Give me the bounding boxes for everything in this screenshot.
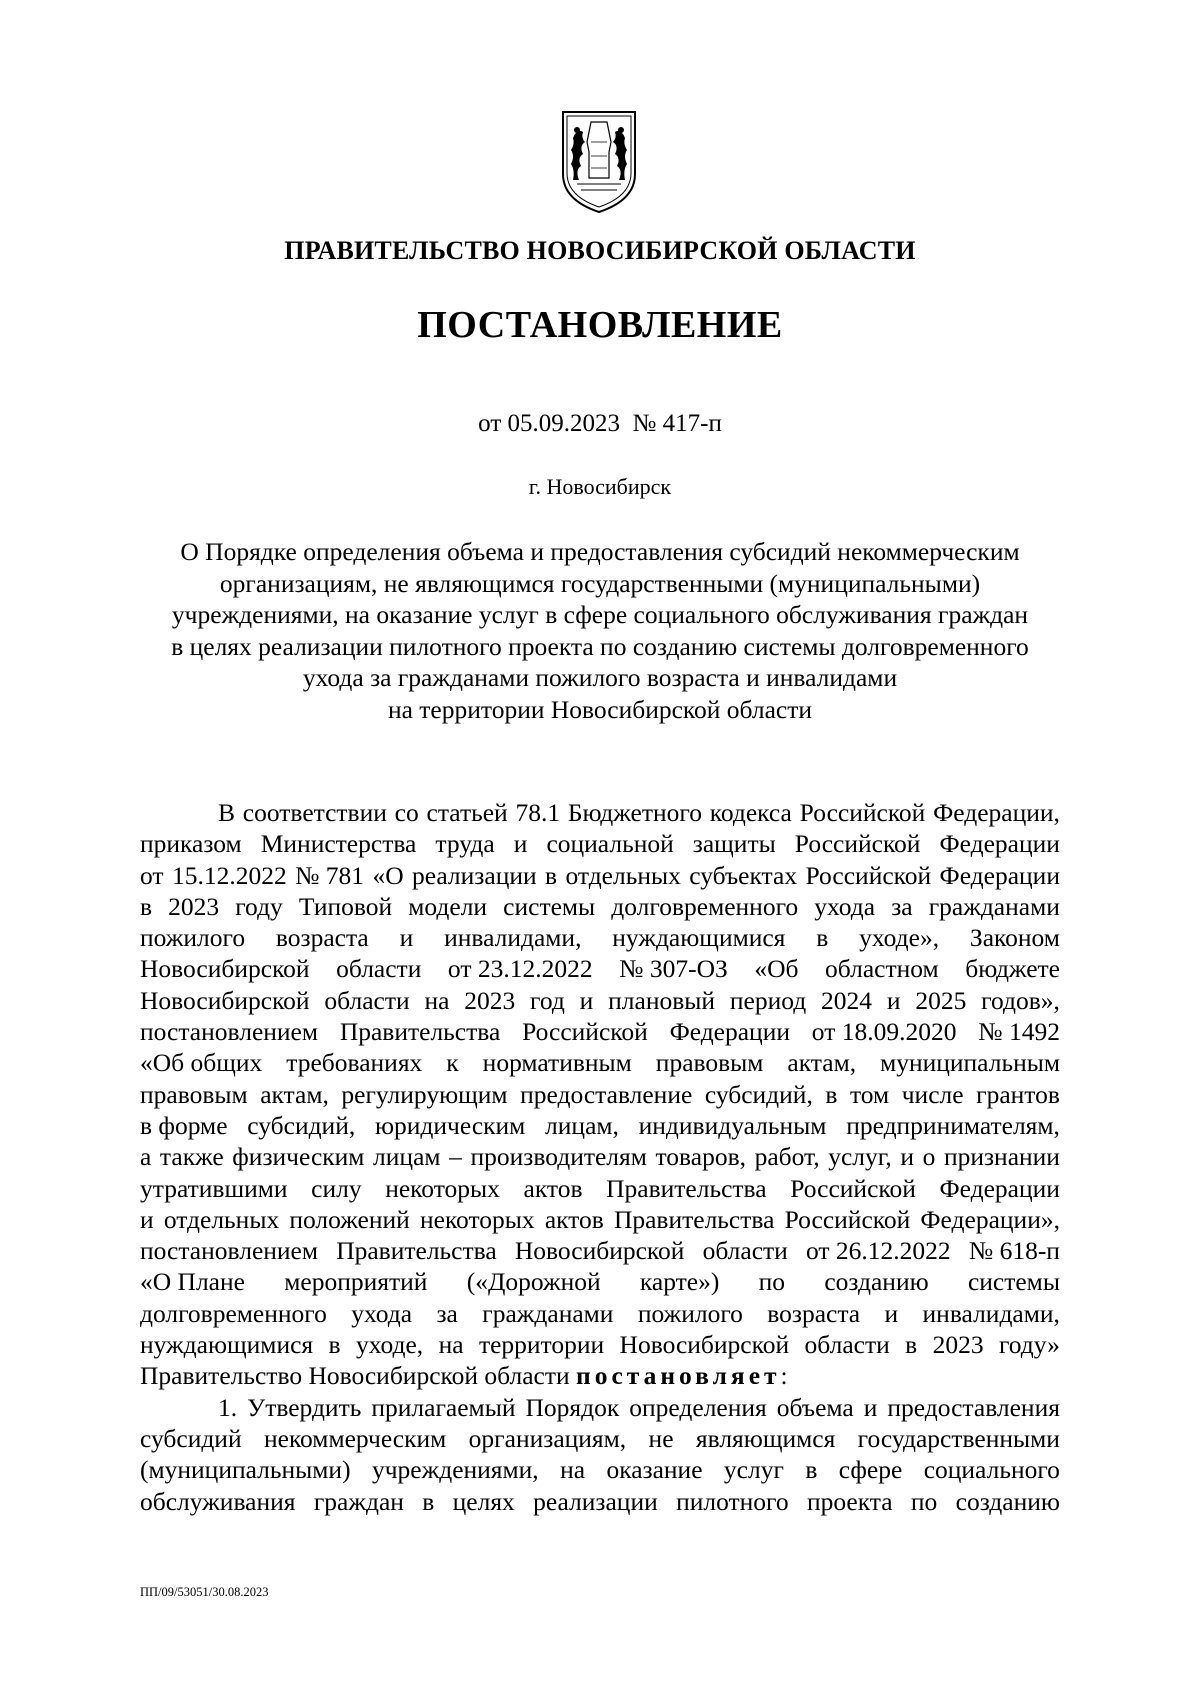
word: 15.12.2022 xyxy=(171,860,287,890)
word: лицам, xyxy=(545,1110,619,1140)
enact-line xyxy=(140,1360,1060,1391)
word: актам, xyxy=(260,1079,329,1109)
title-line: организациям, не являющимся государственными (муниципальными) xyxy=(219,568,981,598)
word: № 307-ОЗ xyxy=(619,954,728,984)
word: долговременного xyxy=(140,1298,327,1328)
text-line xyxy=(140,1454,1060,1485)
word: ухода xyxy=(351,1298,413,1328)
word: 2023 xyxy=(932,1330,984,1360)
word: инвалидами, xyxy=(444,923,582,953)
word: силу xyxy=(311,1173,362,1203)
word: утратившими xyxy=(140,1173,288,1203)
word: уходе, xyxy=(355,1330,424,1360)
word: приказом xyxy=(140,829,242,859)
enact-word: постановляет xyxy=(576,1361,781,1391)
word: субъектах xyxy=(689,860,798,890)
word: Российской xyxy=(799,798,926,827)
text-line xyxy=(140,1016,1060,1047)
word: субсидий, xyxy=(704,1079,813,1109)
word: Новосибирской xyxy=(514,1236,685,1266)
word: Новосибирской xyxy=(619,1330,790,1360)
word: годов», xyxy=(981,985,1060,1015)
word: на xyxy=(424,985,450,1015)
word: в xyxy=(328,1330,341,1360)
text-line xyxy=(140,1079,1060,1110)
word: определения xyxy=(629,1392,767,1422)
word: отдельных xyxy=(163,1204,280,1234)
text-line xyxy=(140,1047,1060,1078)
enact-prefix: Правительство Новосибирской области xyxy=(140,1361,576,1391)
word: муниципальным xyxy=(880,1048,1060,1078)
word: и xyxy=(863,1392,878,1422)
word: товаров, xyxy=(655,1142,746,1172)
word: Новосибирской xyxy=(140,954,310,984)
word: на xyxy=(438,1330,464,1360)
word: государственными xyxy=(857,1423,1060,1453)
word: 1. xyxy=(218,1392,238,1422)
text-line xyxy=(140,828,1060,859)
word: возраста xyxy=(275,923,369,953)
word: 2023 xyxy=(464,985,516,1015)
word: территории xyxy=(478,1330,605,1360)
word: уходе», xyxy=(859,923,940,953)
word: 2025 xyxy=(915,985,967,1015)
word: Российской xyxy=(784,1204,911,1234)
word: от 18.09.2020 xyxy=(811,1017,957,1047)
word: инвалидами, xyxy=(922,1298,1060,1328)
text-line xyxy=(140,1266,1060,1297)
word: правовым xyxy=(655,1048,764,1078)
preamble-paragraph xyxy=(140,797,1060,1360)
document-number: № 417-п xyxy=(632,410,722,437)
word: субсидий xyxy=(140,1423,242,1453)
word: и xyxy=(900,1142,914,1172)
word: (муниципальными) xyxy=(140,1455,351,1485)
word: социального xyxy=(923,1455,1060,1485)
word: Законом xyxy=(969,923,1060,953)
word: Министерства xyxy=(260,829,417,859)
word: Правительства xyxy=(606,1173,767,1203)
word: грантов xyxy=(976,1079,1060,1109)
word: Утвердить xyxy=(247,1392,362,1422)
word: «О Плане xyxy=(140,1267,245,1297)
text-line xyxy=(140,1173,1060,1204)
word: и xyxy=(513,829,528,859)
text-line xyxy=(140,891,1060,922)
word: «Об общих xyxy=(140,1048,263,1078)
word: отдельных xyxy=(565,860,681,890)
word: мероприятий xyxy=(284,1267,428,1297)
word: прилагаемый xyxy=(371,1392,516,1422)
word: Российской xyxy=(805,860,932,890)
word: регулирующим xyxy=(341,1079,508,1109)
word: Федерации, xyxy=(933,798,1060,827)
word: в xyxy=(545,860,558,890)
document-date: 05.09.2023 xyxy=(507,410,621,437)
word: от xyxy=(140,860,164,890)
text-line xyxy=(140,1423,1060,1454)
word: постановлением xyxy=(140,1017,319,1047)
word: услуг xyxy=(723,1455,784,1485)
coat-of-arms-emblem xyxy=(557,108,641,214)
word: проекта xyxy=(806,1486,893,1516)
word: по xyxy=(910,1486,938,1516)
word: Российской xyxy=(794,829,921,859)
word: юридическим xyxy=(374,1110,526,1140)
word: № 781 xyxy=(295,860,365,890)
word: некоторых xyxy=(419,1204,535,1234)
word: в форме xyxy=(140,1110,228,1140)
word: области xyxy=(804,1330,890,1360)
item-1-paragraph xyxy=(140,1392,1060,1517)
word: нуждающимися xyxy=(140,1330,314,1360)
word: субсидий, xyxy=(247,1110,356,1140)
word: «Об xyxy=(754,954,799,984)
word: – xyxy=(449,1142,462,1172)
word: в xyxy=(816,923,829,953)
text-line xyxy=(140,1235,1060,1266)
word: Федерации», xyxy=(920,1204,1060,1234)
word: от 26.12.2022 xyxy=(806,1236,951,1266)
word: в xyxy=(140,891,153,921)
word: области xyxy=(702,1236,788,1266)
word: системы xyxy=(967,1267,1060,1297)
word: защиты xyxy=(692,829,776,859)
footer-code: ПП/09/53051/30.08.2023 xyxy=(140,1585,269,1599)
word: кодекса xyxy=(709,798,792,827)
word: период xyxy=(729,985,807,1015)
word: и xyxy=(579,985,594,1015)
word: созданию xyxy=(955,1486,1060,1516)
word: Федерации xyxy=(669,1017,790,1047)
word: актам, xyxy=(787,1048,857,1078)
title-line: О Порядке определения объема и предоставления субсидий некоммерческим xyxy=(180,537,1020,566)
word: а xyxy=(140,1142,152,1172)
word: плановый xyxy=(608,985,716,1015)
word: сфере xyxy=(838,1455,903,1485)
word: пожилого xyxy=(140,923,246,953)
word: ухода xyxy=(814,891,876,921)
word: за xyxy=(891,891,913,921)
word: Порядок xyxy=(525,1392,620,1422)
word: № 618-п xyxy=(968,1236,1060,1266)
text-line xyxy=(140,953,1060,984)
word: В xyxy=(218,798,236,827)
word: долговременного xyxy=(611,891,799,921)
word: и xyxy=(886,985,901,1015)
word: индивидуальным xyxy=(638,1110,827,1140)
word: № 1492 xyxy=(978,1017,1060,1047)
text-line xyxy=(140,1486,1060,1517)
title-line: ухода за гражданами пожилого возраста и инвалидами xyxy=(302,663,898,692)
word: положений xyxy=(289,1204,410,1234)
word: и xyxy=(884,1298,899,1328)
word: требованиях xyxy=(286,1048,423,1078)
word: Правительства xyxy=(339,1017,501,1047)
word: числе xyxy=(901,1079,964,1109)
text-line xyxy=(140,922,1060,953)
word: со xyxy=(394,798,419,827)
word: также xyxy=(159,1142,224,1172)
text-line xyxy=(140,1204,1060,1235)
word: в xyxy=(422,1486,435,1516)
word: 2023 xyxy=(168,891,220,921)
word: по xyxy=(758,1267,786,1297)
word: соответствии xyxy=(242,798,387,827)
word: некоммерческим xyxy=(263,1423,447,1453)
word: предоставление xyxy=(520,1079,693,1109)
word: в xyxy=(905,1330,918,1360)
word: Российской xyxy=(790,1173,916,1203)
word: предоставления xyxy=(887,1392,1060,1422)
word: реализации xyxy=(533,1486,658,1516)
text-line xyxy=(140,1329,1060,1360)
word: системы xyxy=(503,891,596,921)
document-body xyxy=(140,797,1060,1517)
word: социальной xyxy=(546,829,674,859)
document-title xyxy=(150,536,1050,725)
word: и xyxy=(399,923,414,953)
word: карте») xyxy=(639,1267,720,1297)
text-line xyxy=(140,1110,1060,1141)
word: нормативным xyxy=(482,1048,632,1078)
word: в xyxy=(805,1455,818,1485)
word: в xyxy=(825,1079,838,1109)
word: производителям xyxy=(470,1142,647,1172)
word: не xyxy=(648,1423,674,1453)
word: актов xyxy=(523,1173,583,1203)
word: Правительства xyxy=(613,1204,775,1234)
text-line xyxy=(140,985,1060,1016)
word: целях xyxy=(452,1486,515,1516)
word: созданию xyxy=(824,1267,929,1297)
title-line: на территории Новосибирской области xyxy=(387,694,813,724)
word: Российской xyxy=(522,1017,648,1047)
text-line xyxy=(140,1298,1060,1329)
word: гражданами xyxy=(482,1298,614,1328)
word: правовым xyxy=(140,1079,248,1109)
word: Типовой xyxy=(298,891,393,921)
word: актов xyxy=(544,1204,604,1234)
word: являющимся xyxy=(695,1423,836,1453)
title-line: в целях реализации пилотного проекта по созданию системы долговременного xyxy=(171,631,1029,661)
word: от 23.12.2022 xyxy=(447,954,593,984)
word: объема xyxy=(776,1392,854,1422)
word: организациям, xyxy=(468,1423,627,1453)
word: за xyxy=(436,1298,458,1328)
word: Федерации xyxy=(939,860,1060,890)
word: год xyxy=(530,985,565,1015)
word: («Дорожной xyxy=(466,1267,601,1297)
word: и xyxy=(140,1204,154,1234)
word: Бюджетного xyxy=(567,798,702,827)
word: «О xyxy=(372,860,404,890)
word: гражданами xyxy=(928,891,1060,921)
word: работ, xyxy=(754,1142,820,1172)
word: году xyxy=(235,891,283,921)
word: нуждающимися xyxy=(612,923,786,953)
word: реализации xyxy=(412,860,537,890)
word: услуг, xyxy=(828,1142,892,1172)
word: граждан xyxy=(313,1486,404,1516)
word: Правительства xyxy=(336,1236,497,1266)
word: статьей xyxy=(426,798,508,827)
word: физическим xyxy=(232,1142,365,1172)
word: постановлением xyxy=(140,1236,319,1266)
text-line xyxy=(140,860,1060,891)
word: областном xyxy=(825,954,939,984)
date-prefix: от xyxy=(478,410,502,437)
word: году» xyxy=(998,1330,1060,1360)
word: о xyxy=(922,1142,936,1172)
text-line xyxy=(140,797,1060,828)
word: Новосибирской xyxy=(140,985,310,1015)
word: лицам xyxy=(373,1142,441,1172)
word: труда xyxy=(435,829,495,859)
word: области xyxy=(324,985,410,1015)
date-number-line xyxy=(0,410,1200,438)
word: предпринимателям, xyxy=(846,1110,1060,1140)
word: области xyxy=(336,954,422,984)
enact-suffix: : xyxy=(780,1361,788,1391)
word: 78.1 xyxy=(515,798,561,827)
word: возраста xyxy=(767,1298,861,1328)
word: бюджете xyxy=(965,954,1060,984)
word: на xyxy=(560,1455,586,1485)
word: обслуживания xyxy=(140,1486,296,1516)
word: пожилого xyxy=(637,1298,743,1328)
document-type: ПОСТАНОВЛЕНИЕ xyxy=(417,304,783,346)
word: Федерации xyxy=(939,1173,1060,1203)
word: пилотного xyxy=(676,1486,789,1516)
text-line xyxy=(140,1392,1060,1423)
word: 2024 xyxy=(821,985,873,1015)
word: учреждениями, xyxy=(371,1455,539,1485)
word: признании xyxy=(943,1142,1060,1172)
city: г. Новосибирск xyxy=(528,474,672,499)
organization-name: ПРАВИТЕЛЬСТВО НОВОСИБИРСКОЙ ОБЛАСТИ xyxy=(284,236,916,265)
word: к xyxy=(446,1048,459,1078)
text-line xyxy=(140,1141,1060,1172)
word: Федерации xyxy=(939,829,1060,859)
word: некоторых xyxy=(385,1173,500,1203)
word: оказание xyxy=(606,1455,703,1485)
title-line: учреждениями, на оказание услуг в сфере социального обслуживания граждан xyxy=(171,600,1029,629)
word: том xyxy=(849,1079,890,1109)
word: модели xyxy=(408,891,488,921)
